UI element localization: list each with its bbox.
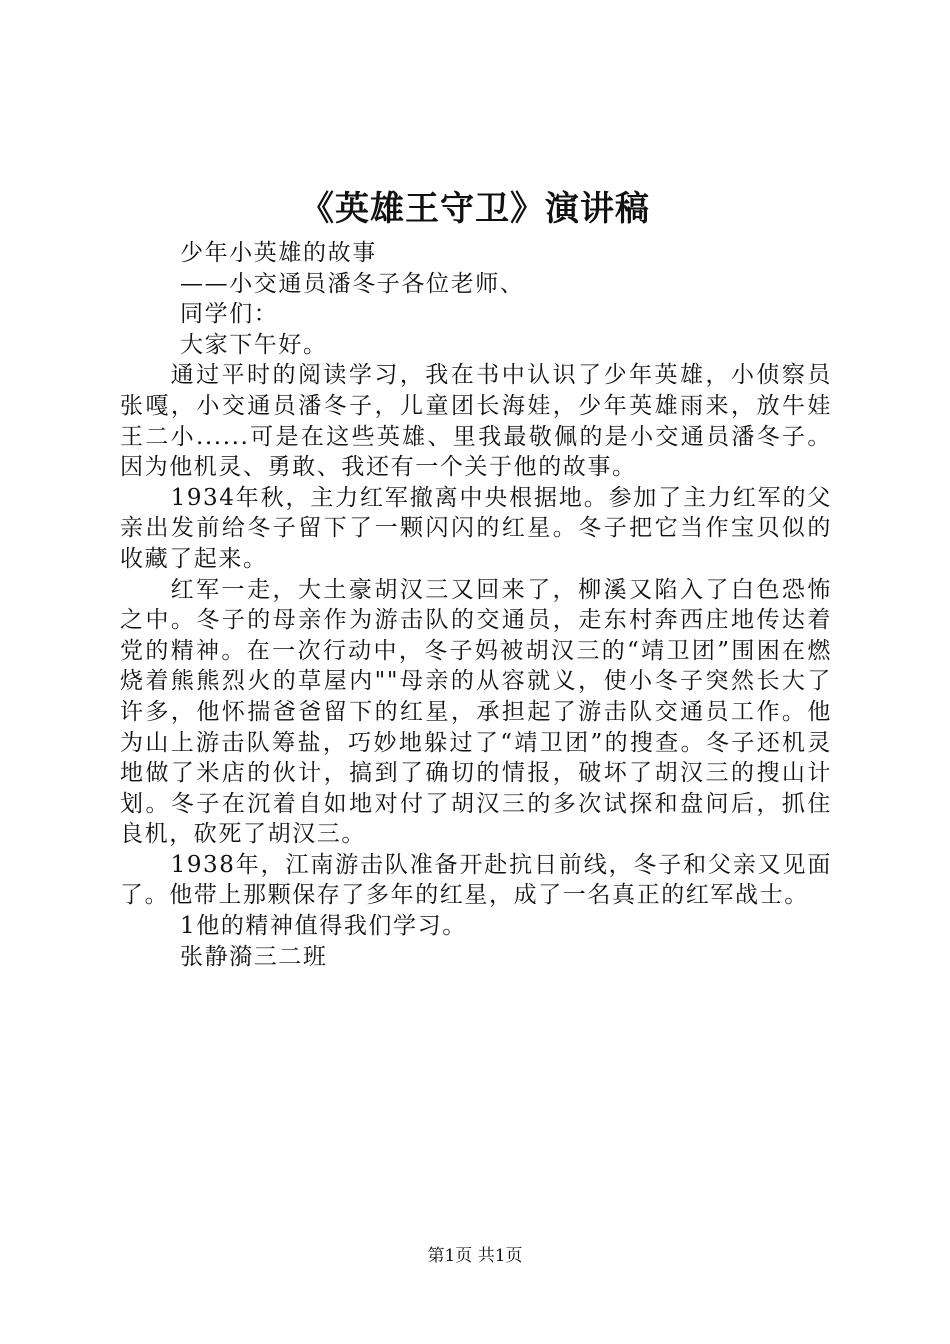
paragraph-1934: 1934年秋，主力红军撤离中央根据地。参加了主力红军的父亲出发前给冬子留下了一颗闪闪的红星。冬子把它当作宝贝似的收藏了起来。 [120, 484, 832, 572]
paragraph-author: 张静漪三二班 [180, 943, 328, 970]
document-body [120, 238, 832, 972]
page-title: 《英雄王守卫》演讲稿 [300, 189, 650, 229]
paragraph-subtitle: 少年小英雄的故事 [180, 240, 377, 266]
paragraph-subtitle-dash: ——小交通员潘冬子各位老师、 [180, 270, 525, 297]
paragraph-conclusion: 1他的精神值得我们学习。 [180, 913, 467, 940]
paragraph-intro: 通过平时的阅读学习，我在书中认识了少年英雄，小侦察员张嘎，小交通员潘冬子，儿童团长海娃，少年英雄雨来，放牛娃王二小......可是在这些英雄、里我最敬佩的是小交通员潘冬子。因为他机灵、勇敢、我还有一个关于他的故事。 [120, 362, 832, 481]
paragraph-greeting-audience: 同学们： [180, 301, 279, 328]
paragraph-1938: 1938年，江南游击队准备开赴抗日前线，冬子和父亲又见面了。他带上那颗保存了多年的红星，成了一名真正的红军战士。 [120, 851, 832, 909]
page-footer: 第1页 共1页 [427, 1246, 523, 1266]
paragraph-story: 红军一走，大土豪胡汉三又回来了，柳溪又陷入了白色恐怖之中。冬子的母亲作为游击队的交通员，走东村奔西庄地传达着党的精神。在一次行动中，冬子妈被胡汉三的“靖卫团”围困在燃烧着熊熊烈火的草屋内""母亲的从容就义，使小冬子突然长大了许多，他怀揣爸爸留下的红星，承担起了游击队交通员工作。他为山上游击队筹盐，巧妙地躲过了“靖卫团”的搜查。冬子还机灵地做了米店的伙计，搞到了确切的情报，破坏了胡汉三的搜山计划。冬子在沉着自如地对付了胡汉三的多次试探和盘问后，抓住良机，砍死了胡汉三。 [120, 576, 832, 848]
paragraph-greeting: 大家下午好。 [180, 331, 328, 358]
